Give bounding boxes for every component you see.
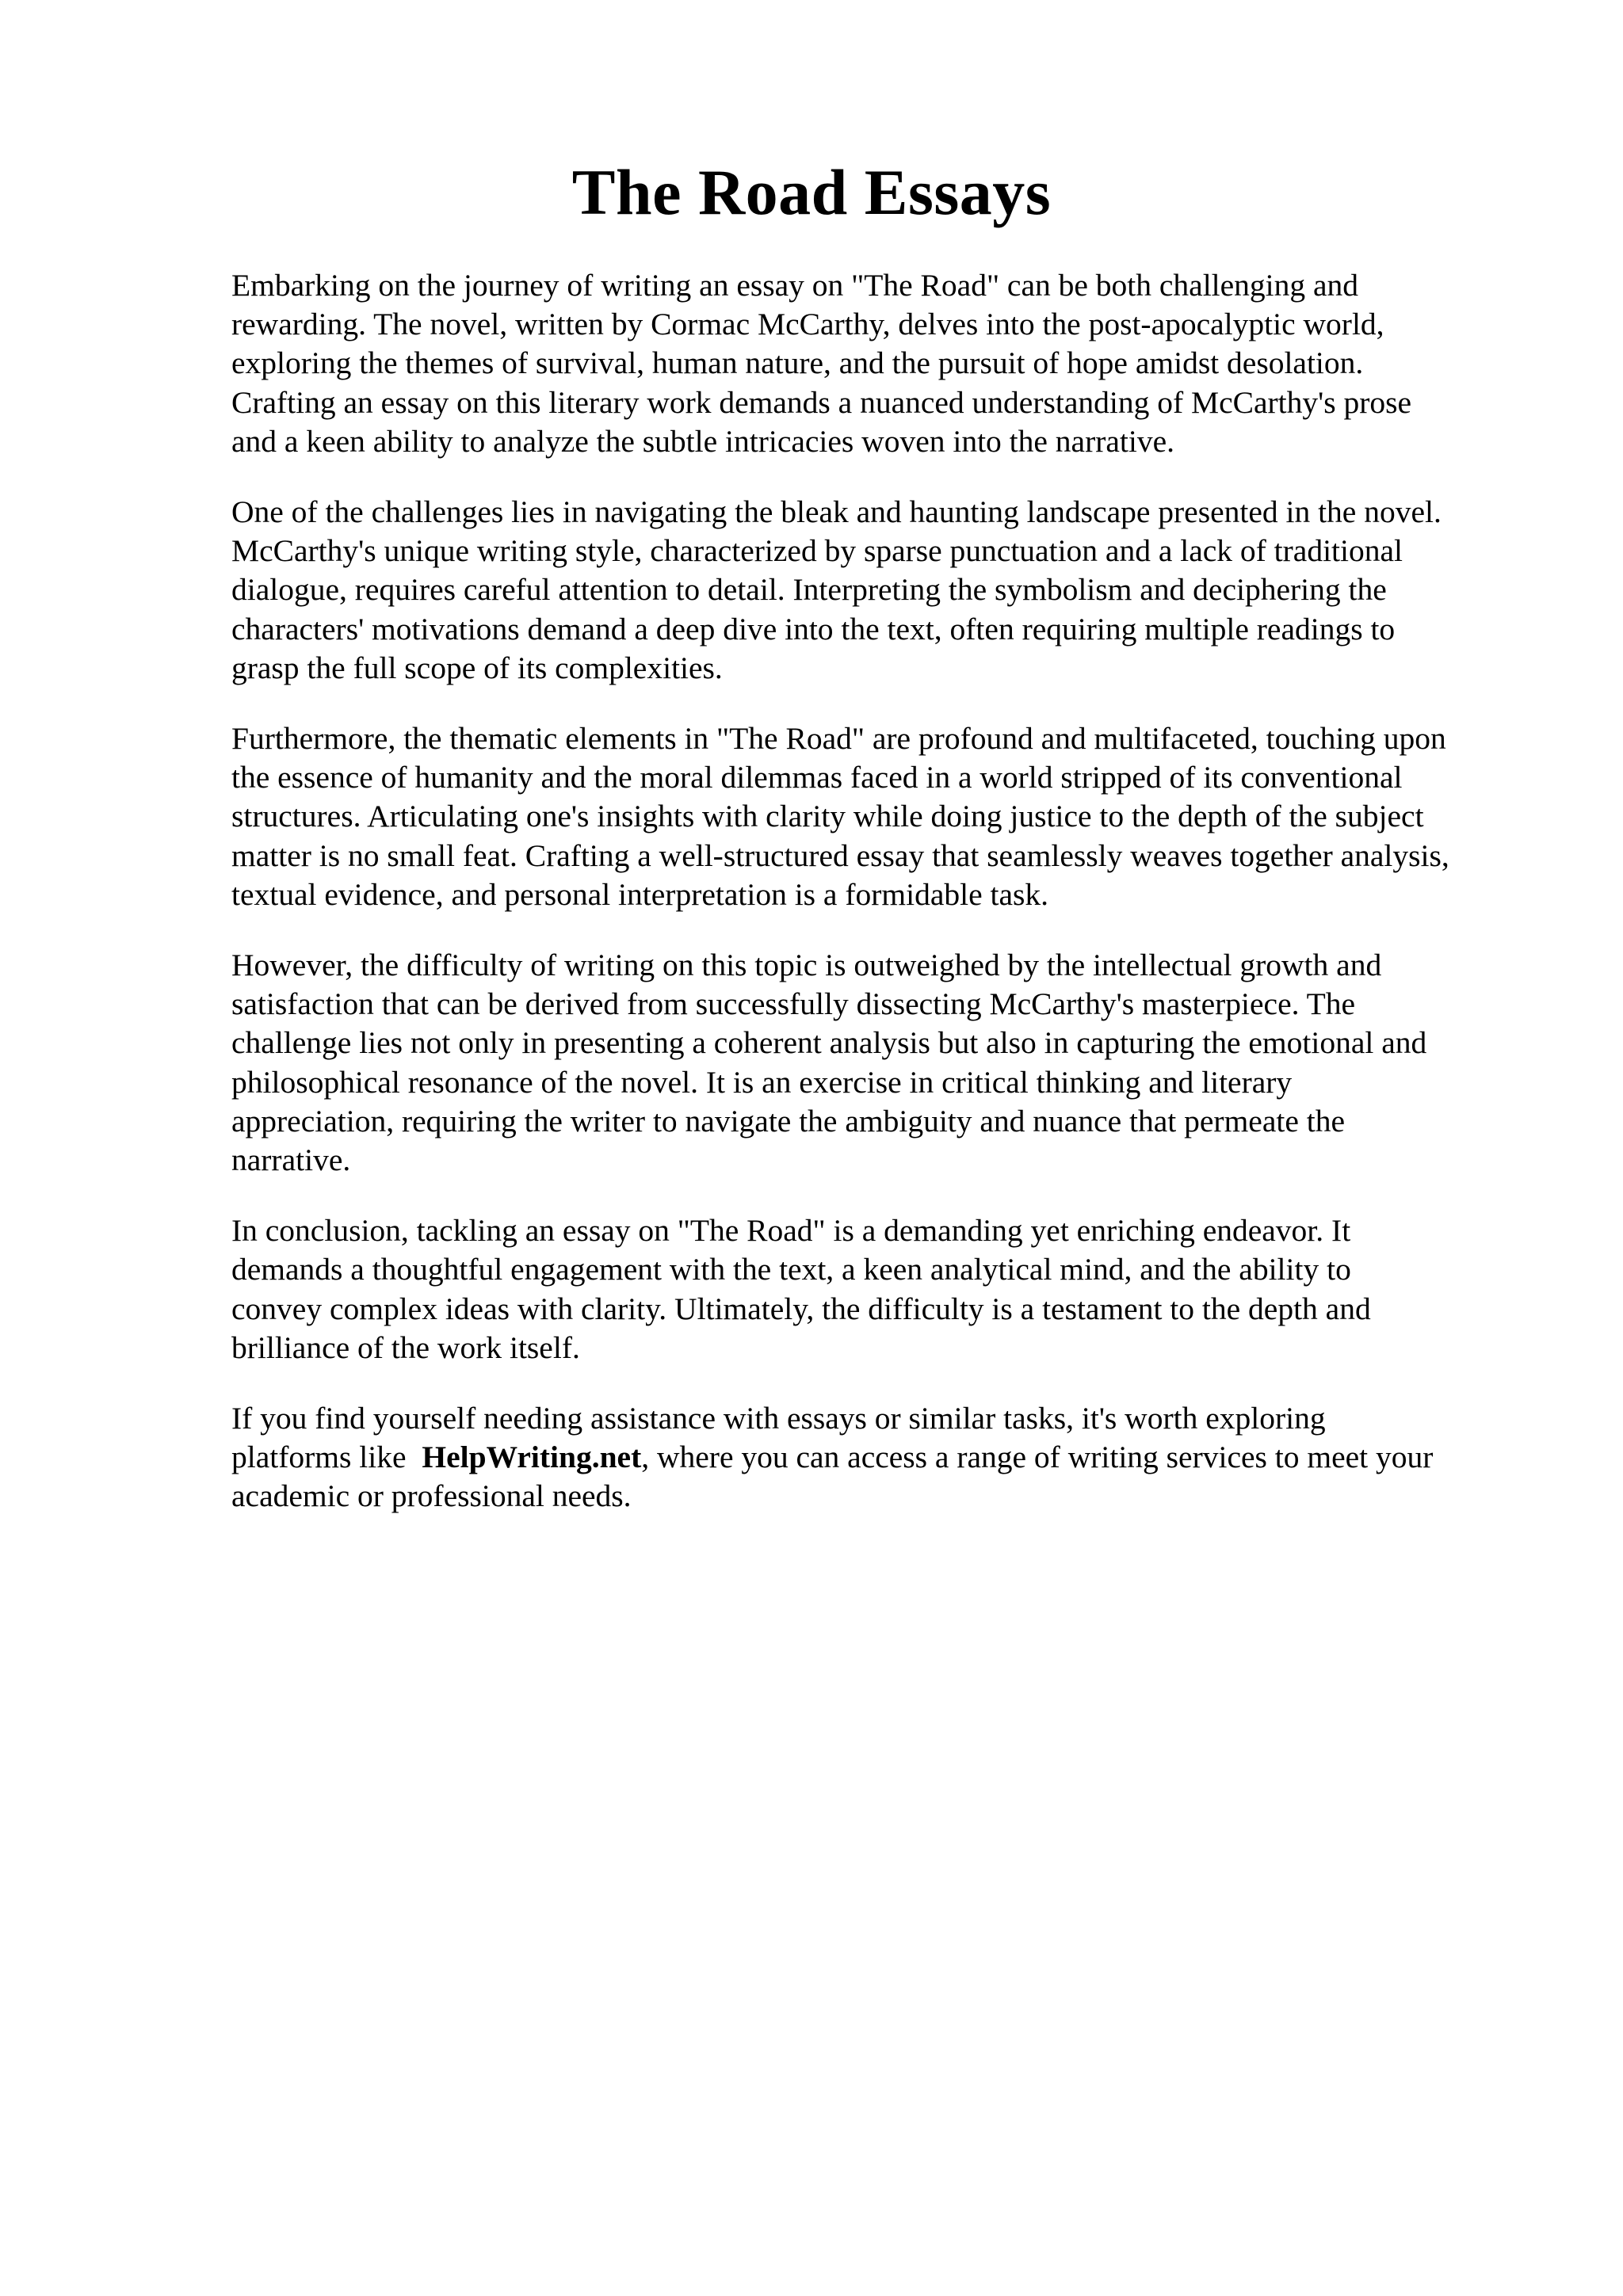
brand-name: HelpWriting.net	[422, 1440, 642, 1475]
paragraph-5	[231, 1211, 1531, 1367]
text-line: and a keen ability to analyze the subtle intricacies woven into the narrative.	[231, 423, 1175, 459]
text-line: matter is no small feat. Crafting a well-structured essay that seamlessly weaves together analysis,	[231, 837, 1449, 873]
text-line: However, the difficulty of writing on this topic is outweighed by the intellectual growth and	[231, 948, 1382, 983]
text-line: McCarthy's unique writing style, characterized by sparse punctuation and a lack of traditional	[231, 533, 1403, 569]
text-line: the essence of humanity and the moral dilemmas faced in a world stripped of its conventional	[231, 760, 1403, 795]
text-line: structures. Articulating one's insights with clarity while doing justice to the depth of the subject	[231, 799, 1424, 834]
text-line: characters' motivations demand a deep dive into the text, often requiring multiple readings to	[231, 611, 1396, 646]
page-title: The Road Essays	[571, 156, 1052, 228]
text-line: philosophical resonance of the novel. It is an exercise in critical thinking and literary	[231, 1064, 1293, 1100]
essay-body	[231, 266, 1531, 1548]
closing-paragraph	[231, 1399, 1531, 1516]
text-line: demands a thoughtful engagement with the text, a keen analytical mind, and the ability to	[231, 1252, 1351, 1287]
text-line	[231, 1438, 1531, 1477]
text-segment: platforms like	[231, 1440, 414, 1475]
text-segment: , where you can access a range of writing services to meet your	[641, 1440, 1434, 1475]
paragraph-4	[231, 946, 1531, 1180]
text-line: satisfaction that can be derived from successfully dissecting McCarthy's masterpiece. The	[231, 986, 1356, 1022]
text-line: In conclusion, tackling an essay on "The Road" is a demanding yet enriching endeavor. It	[231, 1213, 1351, 1249]
paragraph-1	[231, 266, 1531, 461]
text-line: exploring the themes of survival, human nature, and the pursuit of hope amidst desolation.	[231, 345, 1364, 381]
text-line: Crafting an essay on this literary work demands a nuanced understanding of McCarthy's prose	[231, 384, 1412, 420]
text-line: brilliance of the work itself.	[231, 1329, 580, 1365]
paragraph-2	[231, 493, 1531, 688]
text-line: Furthermore, the thematic elements in "The Road" are profound and multifaceted, touching upon	[231, 721, 1446, 757]
text-line: academic or professional needs.	[231, 1478, 632, 1514]
text-line: appreciation, requiring the writer to navigate the ambiguity and nuance that permeate the	[231, 1103, 1345, 1138]
text-line: grasp the full scope of its complexities.	[231, 650, 723, 685]
text-line: rewarding. The novel, written by Cormac McCarthy, delves into the post-apocalyptic world,	[231, 307, 1384, 342]
text-line: If you find yourself needing assistance with essays or similar tasks, it's worth exploring	[231, 1401, 1326, 1436]
text-line: Embarking on the journey of writing an essay on "The Road" can be both challenging and	[231, 268, 1359, 303]
text-line: One of the challenges lies in navigating the bleak and haunting landscape presented in the novel.	[231, 494, 1442, 530]
text-line: convey complex ideas with clarity. Ultimately, the difficulty is a testament to the depth and	[231, 1291, 1371, 1326]
text-line: dialogue, requires careful attention to detail. Interpreting the symbolism and deciphering the	[231, 572, 1387, 608]
text-line: challenge lies not only in presenting a coherent analysis but also in capturing the emotional and	[231, 1025, 1427, 1061]
text-line: textual evidence, and personal interpretation is a formidable task.	[231, 876, 1049, 912]
text-line: narrative.	[231, 1142, 351, 1178]
paragraph-3	[231, 719, 1531, 914]
